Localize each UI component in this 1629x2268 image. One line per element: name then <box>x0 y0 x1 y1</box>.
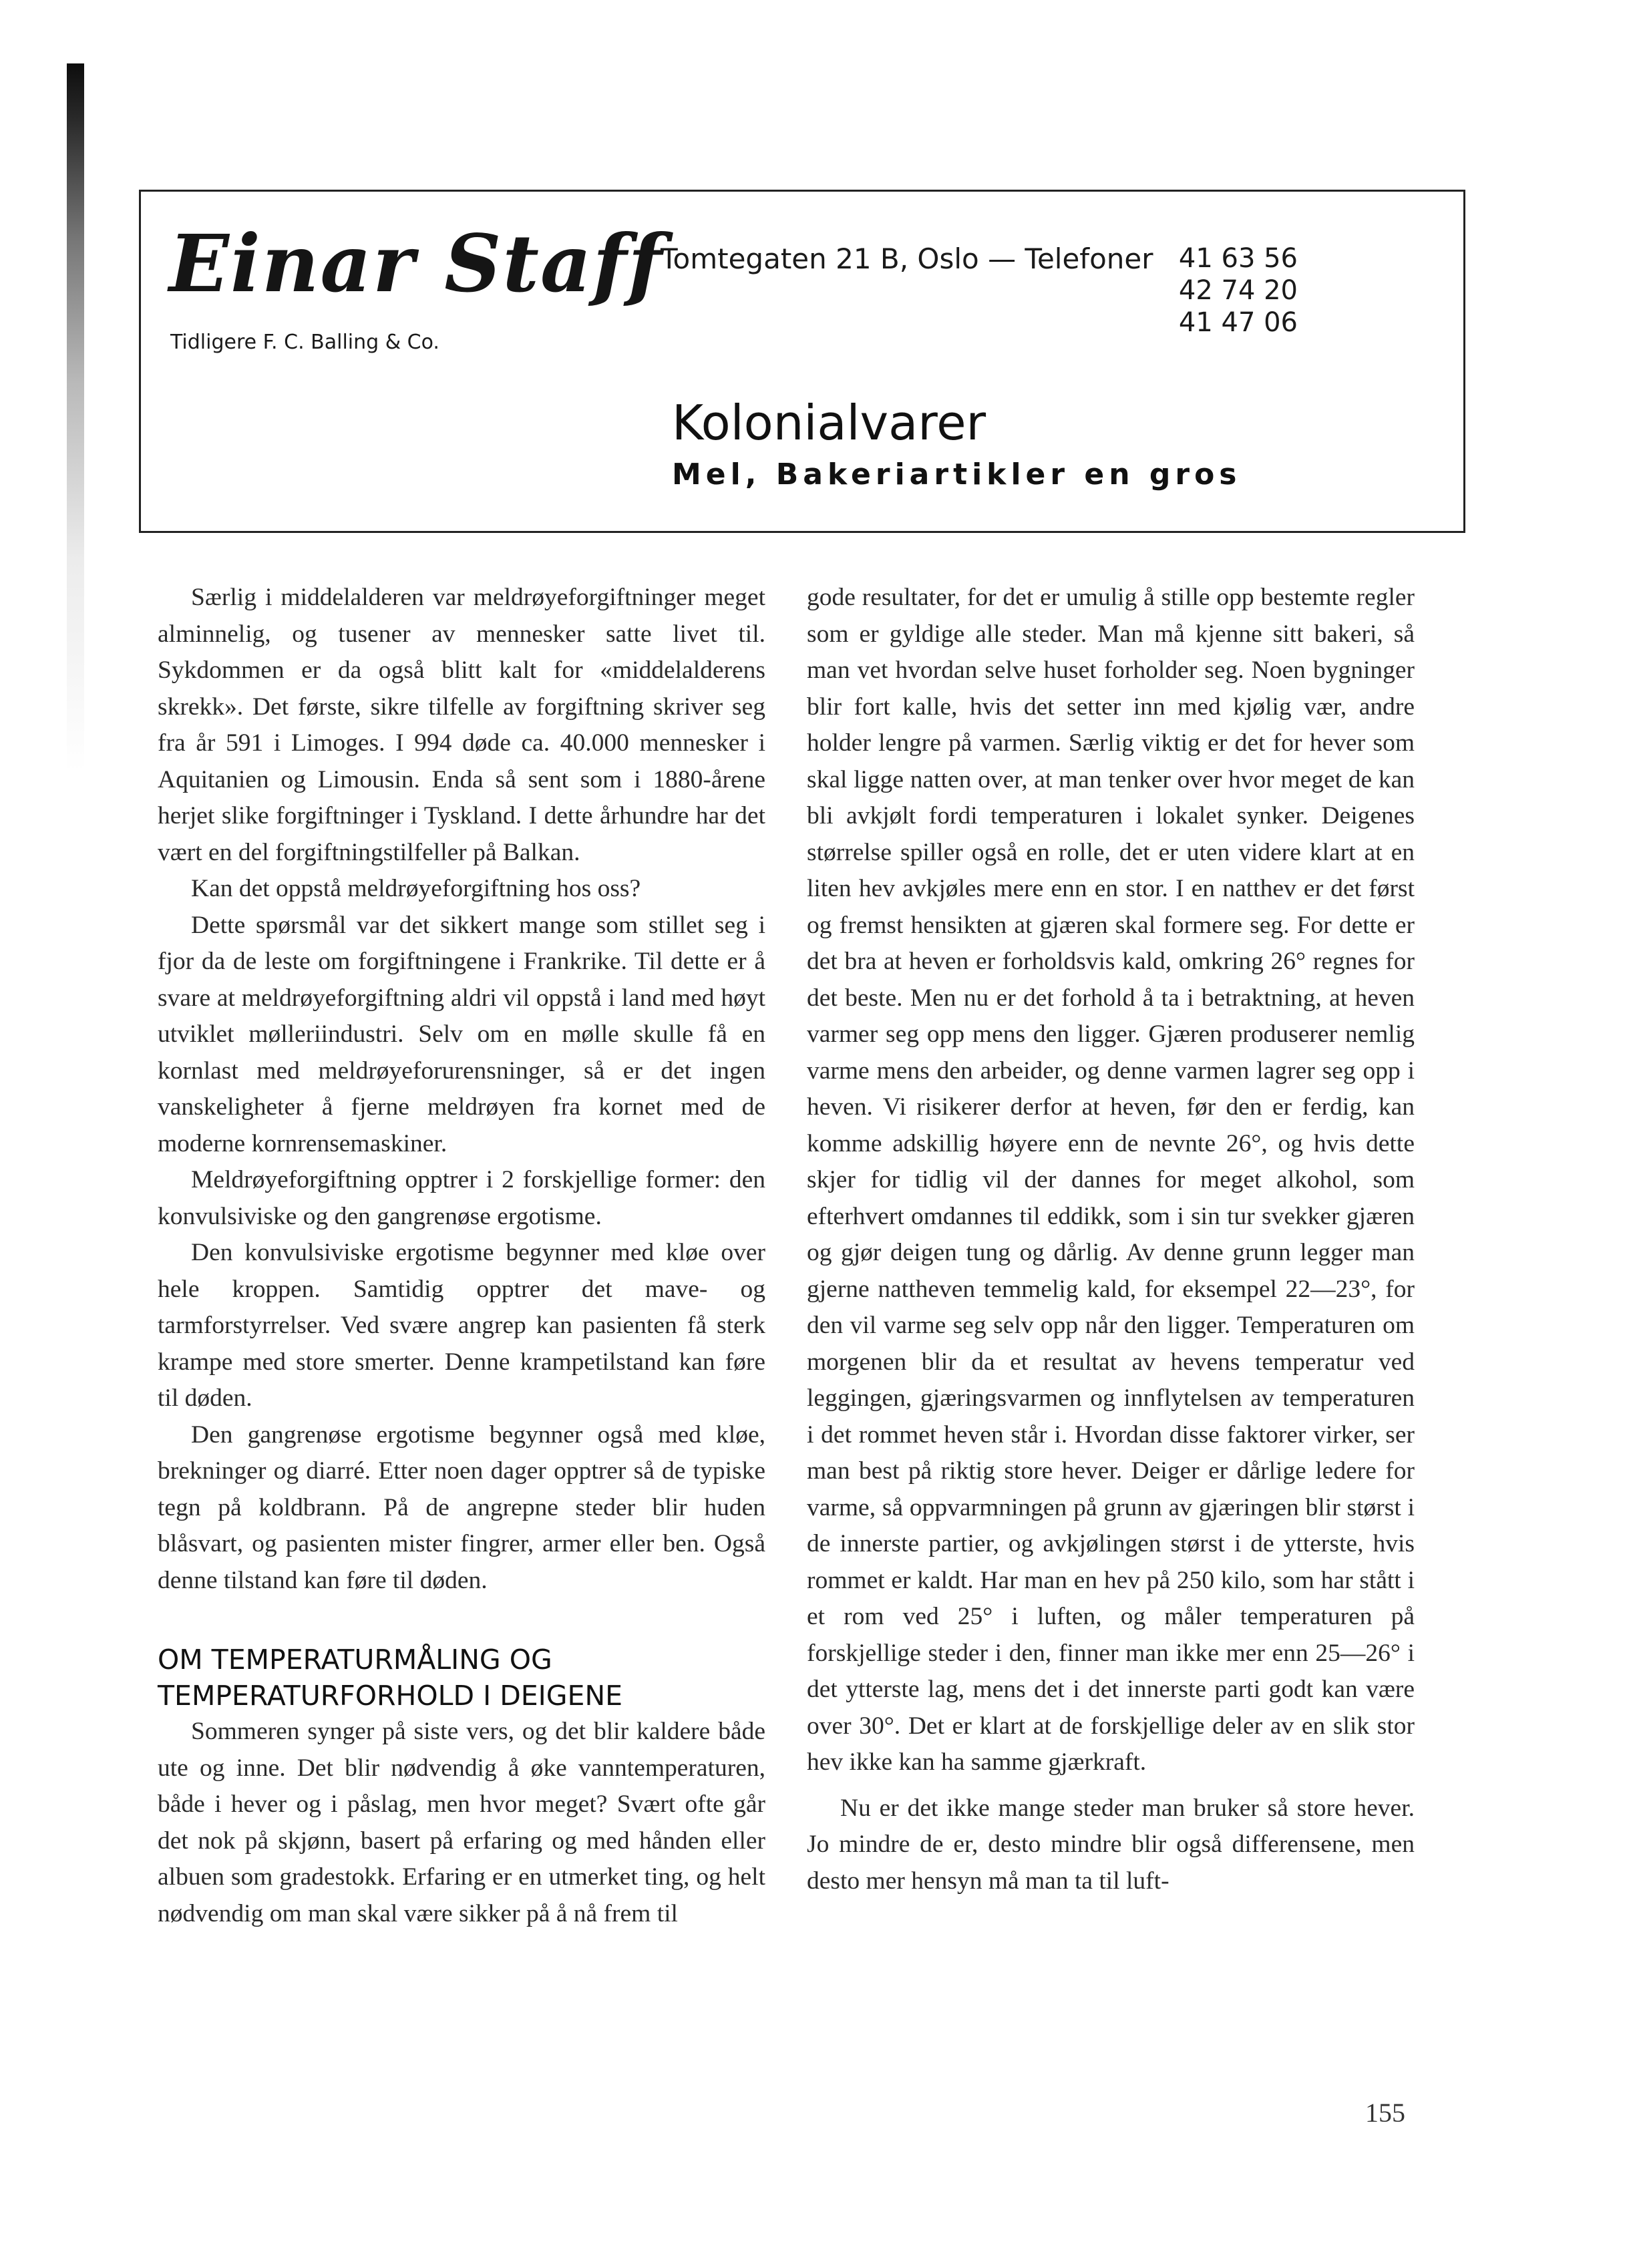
page-number: 155 <box>1365 2098 1405 2128</box>
paragraph: Meldrøyeforgiftning opptrer i 2 forskjellige former: den konvulsiviske og den gangrenøse ergotisme. <box>158 1166 765 1230</box>
section-heading-line: TEMPERATURFORHOLD I DEIGENE <box>158 1680 623 1712</box>
paragraph: Den konvulsiviske ergotisme begynner med kløe over hele kroppen. Samtidig opptrer det mave- og tarmforstyrrelser. Ved svære angrep kan pasienten få sterk krampe med store smerter. Denne krampetilstand kan føre til døden. <box>158 1239 765 1412</box>
paragraph: Særlig i middelalderen var meldrøyeforgiftninger meget alminnelig, og tusener av mennesker satte livet til. Sykdommen er da også blitt kalt for «middelalderens skrekk». Det første, sikre tilfelle av forgiftning skriver seg fra år 591 i Limoges. I 994 døde ca. 40.000 mennesker i Aquitanien og Limousin. Enda så sent som i 1880-årene herjet slike forgiftninger i Tyskland. I dette århundre har det vært en del forgiftningstilfeller på Balkan. <box>158 584 765 866</box>
phone-number: 41 47 06 <box>1178 307 1298 338</box>
advertisement-box <box>139 190 1465 533</box>
ad-phone-numbers <box>1179 242 1298 339</box>
company-logo: Einar Staff <box>169 217 663 310</box>
paragraph: Kan det oppstå meldrøyeforgiftning hos oss? <box>191 875 641 902</box>
ad-address: Tomtegaten 21 B, Oslo — Telefoner <box>661 242 1153 275</box>
page-binding-shadow <box>67 63 84 771</box>
ad-heading: Kolonialvarer <box>672 395 986 451</box>
phone-number: 41 63 56 <box>1178 243 1298 274</box>
paragraph: gode resultater, for det er umulig å stille opp bestemte regler som er gyldige alle steder. Man må kjenne sitt bakeri, så man vet hvordan selve huset forholder seg. Noen bygninger blir fort kalle, hvis det setter inn med kjølig vær, andre holder lengre på varmen. Særlig viktig er det for hever som skal ligge natten over, at man tenker over hvor meget de kan bli avkjølt fordi temperaturen i lokalet synker. Deigenes størrelse spiller også en rolle, det er uten videre klart at en liten hev avkjøles mere enn en stor. I en natthev er det først og fremst hensikten at gjæren skal formere seg. For dette er det bra at heven er forholdsvis kald, omkring 26° regnes for det beste. Men nu er det forhold å ta i betraktning, at heven varmer seg opp mens den ligger. Gjæren produserer nemlig varme mens den arbeider, og denne varmen lagrer seg opp i heven. Vi risikerer derfor at heven, før den er ferdig, kan komme adskillig høyere enn de nevnte 26°, og hvis dette skjer for tidlig vil der dannes for meget alkohol, som efterhvert omdannes til eddikk, som i sin tur svekker gjæren og gjør deigen tung og dårlig. Av denne grunn legger man gjerne nattheven temmelig kald, for eksempel 22—23°, for den vil varme seg selv opp når den ligger. Temperaturen om morgenen blir da et resultat av hevens temperatur ved leggingen, gjæringsvarmen og innflytelsen av temperaturen i det rommet heven står i. Hvordan disse faktorer virker, ser man best på riktig store hever. Deiger er dårlige ledere for varme, så oppvarmningen på grunn av gjæringen blir størst i de innerste partier, og avkjølingen størst i de ytterste, hvis rommet er kaldt. Har man en hev på 250 kilo, som har stått i et rom ved 25° i luften, og måler temperaturen på forskjellige steder i den, finner man ikke mer enn 25—26° i det ytterste lag, mens det i det innerste parti godt kan være over 30°. Det er klart at de forskjellige deler av en slik stor hev ikke kan ha samme gjærkraft. <box>807 584 1415 1776</box>
paragraph: Sommeren synger på siste vers, og det blir kaldere både ute og inne. Det blir nødvendig å øke vanntemperaturen, både i hever og i påslag, men hvor meget? Svært ofte går det nok på skjønn, basert på erfaring og med hånden eller albuen som gradestokk. Erfaring er en utmerket ting, og helt nødvendig om man skal være sikker på å nå frem til <box>158 1718 765 1927</box>
paragraph: Dette spørsmål var det sikkert mange som stillet seg i fjor da de leste om forgiftningene i Frankrike. Til dette er å svare at meldrøyeforgiftning aldri vil oppstå i land med høyt utviklet mølleriindustri. Selv om en mølle skulle få en kornlast med meldrøyeforurensninger, så er det ingen vanskeligheter å fjerne meldrøyen fra kornet med de moderne kornrensemaskiner. <box>158 911 765 1157</box>
section-heading-line: OM TEMPERATURMÅLING OG <box>158 1644 552 1676</box>
phone-number: 42 74 20 <box>1178 275 1298 306</box>
left-column <box>158 580 765 1932</box>
section-heading <box>158 1642 765 1714</box>
paragraph: Nu er det ikke mange steder man bruker så store hever. Jo mindre de er, desto mindre blir også differensene, men desto mer hensyn må man ta til luft- <box>807 1794 1415 1895</box>
paragraph: Den gangrenøse ergotisme begynner også med kløe, brekninger og diarré. Etter noen dager opptrer så de typiske tegn på koldbrann. På de angrepne steder blir huden blåsvart, og pasienten mister fingrer, armer eller ben. Også denne tilstand kan føre til døden. <box>158 1421 765 1594</box>
right-column <box>807 580 1415 1899</box>
ad-subheading: Mel, Bakeriartikler en gros <box>672 457 1242 492</box>
ad-previous-name: Tidligere F. C. Balling & Co. <box>170 331 439 354</box>
